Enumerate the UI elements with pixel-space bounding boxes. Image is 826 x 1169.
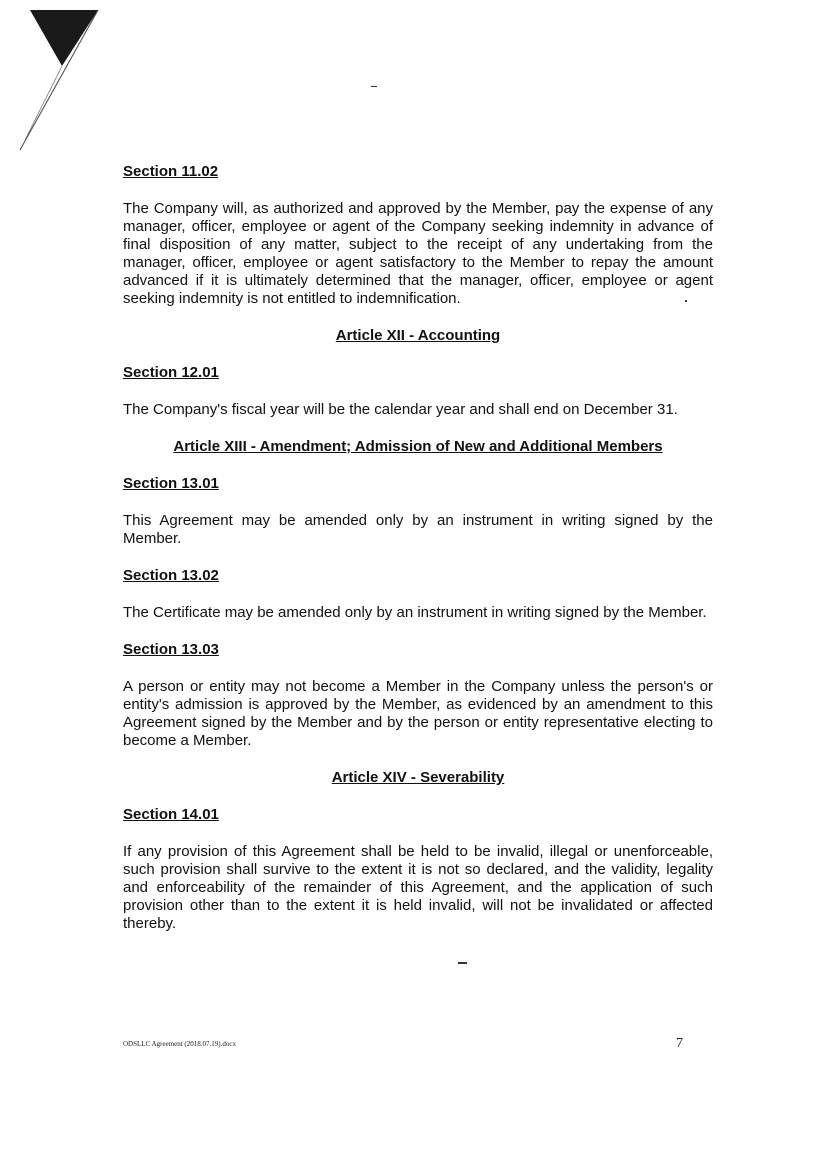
paragraph-13-03: A person or entity may not become a Member in the Company unless the person's or entity's admission is approved by the Member, as evidenced by an amendment to this Agreement signed by the Member and by the person or entity representative electing to become a Member. <box>123 678 713 749</box>
section-heading-13-03: Section 13.03 <box>123 641 219 658</box>
paragraph-14-01: If any provision of this Agreement shall be held to be invalid, illegal or unenforceable, such provision shall survive to the extent it is not so declared, and the validity, legality and enforceability of the remainder of this Agreement, and the application of such provision other than to the extent it is held invalid, will not be invalidated or affected thereby. <box>123 843 713 932</box>
paragraph-13-02: The Certificate may be amended only by an instrument in writing signed by the Member. <box>123 604 707 621</box>
section-heading-12-01: Section 12.01 <box>123 364 219 381</box>
scan-corner-mark <box>0 0 120 160</box>
section-heading-13-01: Section 13.01 <box>123 475 219 492</box>
section-heading-14-01: Section 14.01 <box>123 806 219 823</box>
paragraph-13-01: This Agreement may be amended only by an instrument in writing signed by the Member. <box>123 512 713 547</box>
article-heading-xiii: Article XIII - Amendment; Admission of New and Additional Members <box>173 438 663 455</box>
section-heading-11-02: Section 11.02 <box>123 163 219 180</box>
scan-speck <box>371 86 377 87</box>
footer-page-number: 7 <box>676 1036 683 1051</box>
paragraph-11-02: The Company will, as authorized and approved by the Member, pay the expense of any manager, officer, employee or agent of the Company seeking indemnity in advance of final disposition of any matter, subject to the receipt of any undertaking from the manager, officer, employee or agent satisfactory to the Member to repay the amount advanced if it is ultimately determined that the manager, officer, employee or agent seeking indemnity is not entitled to indemnification. <box>123 200 713 307</box>
paragraph-12-01: The Company's fiscal year will be the calendar year and shall end on December 31. <box>123 401 678 418</box>
article-heading-xiv: Article XIV - Severability <box>331 769 505 786</box>
scan-speck <box>458 962 467 964</box>
footer-filename: ODSLLC Agreement (2018.07.19).docx <box>123 1040 236 1048</box>
document-body <box>123 163 713 952</box>
section-heading-13-02: Section 13.02 <box>123 567 219 584</box>
article-heading-xii: Article XII - Accounting <box>335 327 501 344</box>
